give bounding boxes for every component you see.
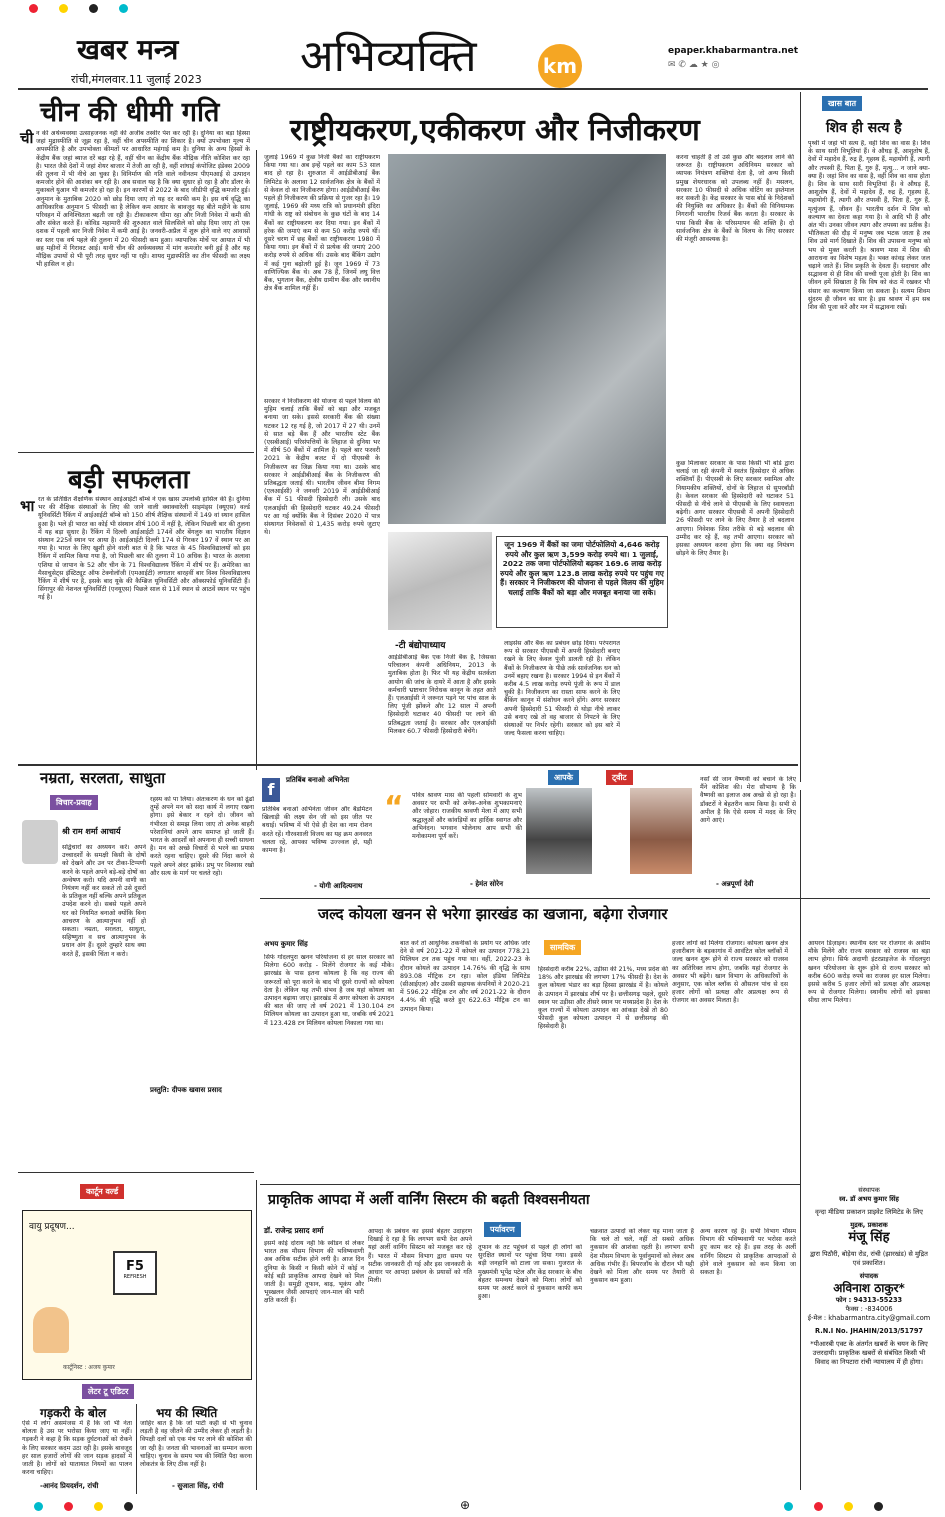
registration-mark	[874, 1502, 883, 1511]
registration-mark	[844, 1502, 853, 1511]
coal-tag: सामयिक	[544, 940, 581, 955]
registration-mark	[784, 1502, 793, 1511]
annapurna-photo	[630, 788, 692, 874]
bank-photo	[388, 154, 666, 524]
quote-icon: “	[384, 790, 404, 825]
registration-mark	[94, 1502, 103, 1511]
registration-mark	[89, 4, 98, 13]
imprint	[806, 1186, 932, 1490]
pen-image	[388, 532, 492, 630]
letter1-sign: -आनंद प्रियदर्शन, रांची	[40, 1482, 99, 1490]
tweet-right-sign: - अन्नपूर्णा देवी	[716, 880, 754, 888]
lead-headline: राष्ट्रीयकरण,एकीकरण और निजीकरण	[290, 113, 700, 148]
disaster-col1: इसमें कोई दोराय नहीं कि स्वीडन से लेकर भारत तक मौसम विभाग की भविष्यवाणी अब अधिक सटीक होने लगी है। आज दिन दुनिया के किसी न किसी कोने में कोई न कोई बड़ी प्राकृतिक आपदा देखने को मिल जाती है। समुद्री तूफान, बाढ़, भूकंप और भूस्खलन जैसी आपदाएं जान-माल की भारी क्षति करती हैं।	[264, 1240, 364, 1305]
imprint-printer: मंजू सिंह	[848, 1230, 890, 1245]
column-rule	[256, 150, 257, 770]
lead-col5: करना चाहती है तो उसे कुछ और बदलाव लाने की जरूरत है। राष्ट्रीयकरण अधिनियम सरकार को व्यापक नियंत्रण शक्तियां देता है, जो अन्य किसी प्रमुख शेयरधारक को उपलब्ध नहीं हैं। मसलन, सरकार 10 फीसदी से अधिक वोटिंग का इस्तेमाल कर सकती है। केंद्र सरकार के पास बोर्ड के निदेशकों की नियुक्ति का अधिकार है। बैंकों की विनियामक निगरानी भारतीय रिजर्व बैंक करता है। सरकार के पास किसी बैंक के परिसमापन की शक्ति है। दो सार्वजनिक क्षेत्र के बैंकों के विलय के लिए सरकार की मंजूरी आवश्यक है।	[676, 154, 794, 244]
disaster-col3: तूफान के तट पहुंचने से पहले ही लोगों को सुरक्षित स्थानों पर पहुंचा दिया गया। इससे बड़ी जनहानि को टाला जा सका। गुजरात के मुख्यमंत्री भूपेंद्र पटेल और केंद्र सरकार के बीच बेहतर समन्वय देखने को मिला। लोगों को समय पर अलर्ट करने से नुकसान काफी कम हुआ।	[478, 1244, 582, 1301]
coal-col2: बात करें तो आधुनिक तकनीकों के प्रयोग पर अधिक जोर देने से वर्ष 2021-22 में कोयले का उत्पादन 778.21 मिलियन टन तक पहुंच गया था। वहीं, 2022-23 के दौरान कोयले का उत्पादन 14.76% की वृद्धि के साथ 893.08 मीट्रिक टन रहा। कोल इंडिया लिमिटेड (सीआईएल) और उसकी सहायक कंपनियों ने 2020-21 में 596.22 मीट्रिक टन और वर्ष 2021-22 के दौरान 4.4% की वृद्धि करते हुए 622.63 मीट्रिक टन का उत्पादन किया।	[400, 940, 530, 1013]
letters-tag: लेटर टू एडिटर	[82, 1384, 134, 1399]
disaster-byline: डॉ. राजेन्द्र प्रसाद शर्मा	[264, 1226, 324, 1235]
section-title: अभिव्यक्ति	[300, 31, 477, 82]
column-rule	[256, 1180, 257, 1490]
lead-col4: लाइसेंस और बैंक का प्रबंधन छोड़ दिया। परंपरागत रूप से सरकार पीएसबी में अपनी हिस्सेदारी बनाए रखने के लिए केवल पूंजी डालती रही है। लेकिन बैंकों के निजीकरण के पीछे तर्क सार्वजनिक धन को उनमें बहाए रखना है। सरकार 1994 से इन बैंकों में करीब 4.5 लाख करोड़ रुपये पूंजी के रूप में डाल चुकी है। निजीकरण का रास्ता साफ करने के लिए बैंकिंग कानून में संशोधन करने होंगे। अगर सरकार अपनी हिस्सेदारी 51 फीसदी से थोड़ा नीचे लाकर उसे बनाए रखे तो वह बाजार से निपटने के लिए संस्थाओं पर निर्भर रहेगी। सरकार को इस बारे में जल्द फैसला करना चाहिए।	[504, 640, 620, 738]
edit1-dropcap: ची	[20, 129, 34, 147]
pullquote: जून 1969 में बैंकों का जमा पोर्टफोलियो 4,646 करोड़ रुपये और कुल ऋण 3,599 करोड़ रुपये था। 1 जुलाई, 2022 तक जमा पोर्टफोलियो बढ़कर 169.6 लाख करोड़ रुपये और कुल ऋण 123.8 लाख करोड़ रुपये पर पहुंच गए हैं। सरकार ने निजीकरण की योजना से पहले विलय की मुहिम चलाई ताकि बैंकों को बड़ा और मजबूत बनाया जा सके।	[500, 540, 664, 597]
edit2-headline: बड़ी सफलता	[68, 465, 190, 495]
imprint-note: *पीआरबी एक्ट के अंतर्गत खबरों के चयन के लिए उत्तरदायी। प्राकृतिक खबरों से संबंधित किसी भी विवाद का निपटारा रांची न्यायालय में ही होगा।	[810, 1340, 928, 1366]
tweet-tag-right: ट्वीट	[606, 770, 633, 785]
registration-mark	[64, 1502, 73, 1511]
cartoon-panel	[22, 1210, 252, 1380]
key-label: F5	[126, 1259, 144, 1274]
cartoon-figure	[33, 1307, 69, 1353]
tweet-right-text: नर्सों सी जान वैष्णवी को बचाने के लिए मैंने कोशिश की। मेरा सौभाग्य है कि वैष्णवी का इलाज अब अच्छे से हो रहा है। डॉक्टरों ने बेहतरीन काम किया है। सभी से अपील है कि ऐसे समय में मदद के लिए आगे आएं।	[700, 776, 796, 825]
hemant-photo	[526, 788, 592, 874]
pullquote-box	[496, 536, 668, 628]
imprint-rni: R.N.I No. JHAHIN/2013/51797	[815, 1327, 923, 1335]
registration-mark	[29, 4, 38, 13]
shiv-tag: खास बात	[822, 96, 862, 111]
social-icons: ✉ ✆ ☁ ★ ◎	[668, 60, 720, 70]
coal-col4: हजार लोगों को मिलेगा रोजगार। कोयला खनन क्षेत्र हजारीबाग के बड़कागांव में आवंटित कोल ब्लॉकों में जल्द खनन शुरू होने से राज्य सरकार को राजस्व का अतिरिक्त लाभ होगा, जबकि यहां रोजगार के अवसर भी बढ़ेंगे। खान विभाग के अधिकारियों के अनुसार, एक कोल ब्लॉक से औसतन पांच से दस हजार लोगों को प्रत्यक्ष और अप्रत्यक्ष रूप से रोजगार का अवसर मिलता है।	[672, 940, 788, 1005]
namrata-col2: रहस्य को पा लिया। अंतःकरण के धन को ढूंढो तुम्हें अपने मन को सदा कार्य में लगाए रखना होगा। इसे बेकार न रहने दो। जीवन को गंभीरता से समझ लिया जाए तो अनेक बाहरी परेशानियां अपने आप समाप्त हो जाती हैं। भारत के आदर्शों को अपनाना ही सच्ची साधना है। मन को अच्छे विचारों से भरने का प्रयास करते रहना चाहिए। दूसरे की निंदा करने से पहले अपने अंदर झांकें। प्रभु पर विश्वास रखो और सत्य के मार्ग पर चलते रहो।	[150, 796, 254, 877]
letter2-sign: - सुजाता सिंह, रांची	[172, 1482, 224, 1490]
letter1-body: ऐसे में लोग असमंजस में हैं कि जो भी नेता बोलता है उस पर भरोसा किया जाए या नहीं। गड़करी ने कहा है कि सड़क दुर्घटनाओं को रोकने के लिए सरकार कदम उठा रही है। इसके बावजूद हर साल हजारों लोगों की जान सड़क हादसों में जाती है। लोगों को यातायात नियमों का पालन करना चाहिए।	[22, 1420, 132, 1477]
imprint-founder-label: संस्थापक	[858, 1186, 880, 1194]
shiv-body: पृथ्वी में जहां भी सत्य है, वहीं शिव का वास है। शिव के साथ सारी विभूतियां हैं। वे औघड़ हैं, आशुतोष हैं, देवों में महादेव हैं, रुद्र हैं, गृहस्थ हैं, महायोगी हैं, त्यागी और तपस्वी हैं, पिता हैं, गुरु हैं, मृत्यु... न जाने क्या-क्या हैं। जहां शिव का वास है, वहीं शिव का वास होता है। शिव के साथ सारी विभूतियां हैं। वे औघड़ हैं, आशुतोष हैं, देवों में महादेव हैं, रुद्र हैं, गृहस्थ हैं, महायोगी हैं, त्यागी और तपस्वी हैं, पिता हैं, गुरु हैं, मृत्युंजय हैं, जीवन हैं। भारतीय दर्शन में शिव को कल्याण का देवता कहा गया है। वे आदि भी हैं और अंत भी। उनका जीवन त्याग और तपस्या का प्रतीक है। भौतिकता की दौड़ में मनुष्य जब भटक जाता है तब शिव उसे मार्ग दिखाते हैं। शिव की उपासना मनुष्य को भय से मुक्त करती है। श्रावण मास में शिव की आराधना का विशेष महत्व है। भक्त कांवड़ लेकर जल चढ़ाने जाते हैं। शिव प्रकृति के देवता हैं। सदाचार और सद्भावना से ही शिव की सच्ची पूजा होती है। शिव का जीवन हमें सिखाता है कि विष को कंठ में रखकर भी संसार का कल्याण किया जा सकता है। सत्यम शिवम सुंदरम ही जीवन का सार है। इस श्रावण में हम सब शिव की पूजा करें और मन में सद्भावना रखें।	[808, 140, 930, 312]
coal-col5: आयरन डिज़ाइन। स्थानीय स्तर पर रोजगार के असीम मौके मिलेंगे और राज्य सरकार को राजस्व का बड़ा लाभ होगा। सिर्फ अदाणी इंटरप्राइजेज के गोंदलपुरा खनन परियोजना के शुरू होने से राज्य सरकार को करीब 600 करोड़ रुपये का राजस्व हर साल मिलेगा। इससे करीब 5 हजार लोगों को प्रत्यक्ष और अप्रत्यक्ष रूप से रोजगार मिलेगा। स्थानीय लोगों को इसका सीधा लाभ मिलेगा।	[808, 940, 930, 1005]
imprint-phone: फोन : 94313-55233	[835, 1296, 903, 1304]
imprint-printer-label: मुद्रक, प्रकाशक	[850, 1221, 888, 1229]
coal-col3: हिस्सेदारी करीब 22%, उड़ीसा की 21%, मध्य प्रदेश की 18% और झारखंड की लगभग 17% फीसदी है। देश के कुल कोयला भंडार का बड़ा हिस्सा झारखंड में है। कोयले के उत्पादन में झारखंड शीर्ष पर है। छत्तीसगढ़ पहले, दूसरे स्थान पर उड़ीसा और तीसरे स्थान पर मध्यप्रदेश है। देश के कुल राज्यों में कोयला उत्पादन का आंकड़ा देखें तो 80 फीसदी कुल कोयला उत्पादन में से छत्तीसगढ़ की हिस्सेदारी है।	[538, 966, 668, 1031]
brand-logo	[538, 44, 582, 88]
lead-col3: आईडीबीआई बैंक एक निजी बैंक है, जिसका परिचालन कंपनी अधिनियम, 2013 के मुताबिक होता है। फिर भी यह केंद्रीय सतर्कता आयोग की जांच के दायरे में आता है और इसके कर्मचारी भ्रष्टाचार निरोधक कानून के तहत आते हैं। एलआईसी ने जरूरत पड़ने पर पांच साल के लिए पूंजी झोंकने और 12 साल में अपनी हिस्सेदारी घटाकर 40 फीसदी पर लाने की प्रतिबद्धता जताई है। सरकार और एलआईसी मिलकर 60.7 फीसदी हिस्सेदारी बेचेंगे।	[388, 654, 496, 735]
cartoon-bubble: वायु प्रदूषण...	[29, 1222, 75, 1232]
author-photo	[22, 820, 58, 864]
column-rule	[18, 452, 254, 453]
disaster-tag: पर्यावरण	[484, 1222, 521, 1237]
shiv-headline: शिव ही सत्य है	[826, 120, 902, 136]
namrata-col1: सद्विचारों का अध्ययन करें। अपने उच्चादर्शों के समक्षी किसी के दोषों को देखने और उन पर टीका-टिप्पणी करने के पहले अपने बड़े-बड़े दोषों का अन्वेषण करो। यदि अपनी वाणी का नियंत्रण नहीं कर सकते तो उसे दूसरों के प्रतिकूल नहीं बल्कि अपने प्रतिकूल उपदेश करने दो। सबसे पहले अपने घर को नियमित बनाओ क्योंकि बिना आचरण के आत्मानुभव नहीं हो सकता। नम्रता, सरलता, साधुता, सहिष्णुता व सच आत्मानुभव के प्रधान अंग हैं। दूसरे तुम्हारे साथ क्या करते हैं, इसकी चिंता न करो।	[62, 844, 146, 958]
tweet-left-sign: - हेमंत सोरेन	[470, 880, 503, 888]
lead-col1: जुलाई 1969 में कुछ निजी बैंकों का राष्ट्रीयकरण किया गया था। अब इन्हें पहले का काम 53 साल बाद हो रहा है। शुरुआत में आईडीबीआई बैंक लिमिटेड के अलावा 12 सार्वजनिक क्षेत्र के बैंकों में से केवल दो का निजीकरण होगा। आईडीबीआई बैंक पहले ही निजीकरण की प्रक्रिया से गुजर रहा है। 19 जुलाई, 1969 की मध्य रात्रि को प्रधानमंत्री इंदिरा गांधी के राष्ट्र को संबोधन के कुछ घंटों के बाद 14 बैंकों का राष्ट्रीयकरण कर दिया गया। इन बैंकों में हरेक की जमाएं कम से कम 50 करोड़ रुपये थीं। दूसरे चरण में छह बैंकों का राष्ट्रीयकरण 1980 में किया गया। इन बैंकों में से प्रत्येक की जमाएं 200 करोड़ रुपये से अधिक थीं। उसके बाद बैंकिंग उद्योग में कई गुना बढ़ोतरी हुई है। जून 1969 में 73 वाणिज्यिक बैंक थे। अब 78 हैं, जिनमें लघु वित्त बैंक, भुगतान बैंक, क्षेत्रीय ग्रामीण बैंक और स्थानीय क्षेत्र बैंक शामिल नहीं हैं।	[264, 154, 380, 293]
column-rule	[800, 790, 801, 1490]
edit1-body: न की अर्थव्यवस्था उत्साहजनक नहीं की अजीब तस्वीर पेश कर रही है। दुनिया का बड़ा हिस्सा जहां मुद्रास्फीति से जूझ रहा है, वहीं चीन अपस्फीति का शिकार है। क्यों उपभोक्ता मूल्य में अपस्फीति है और उपभोक्ता कीमतों पर आधारित महंगाई कम है। दुनिया के अन्य हिस्सों के केंद्रीय बैंक जहां ब्याज दरें बढ़ा रहे हैं, वहीं चीन का केंद्रीय बैंक मौद्रिक नीति कोशिश कर रहा है। भारत जैसे देशों में जहां शेयर बाजार में तेजी आ रही है, वहीं शांघाई कंपोजिट इंडेक्स 2009 की तुलना में भी नीचे आ चुका है। विनिर्माण की गति वाले नवीनतम पीएमआई से उत्पादन कमजोर होने की आशंका बन रही है। अब सवाल यह है कि क्या सुधार हो रहा है और डॉलर के मुकाबले युआन भी कमजोर हो रहा है। इन कारणों से 2022 के बाद जीडीपी वृद्धि कमजोर हुई। अनुमान के मुताबिक 2020 को छोड़ दिया जाए तो यह दर काफी कम है। इस वर्ष वृद्धि का आधिकारिक अनुमान 5 फीसदी का है लेकिन कम आधार के बावजूद यह बीते महीने के साथ परिवहन में अनिश्चितता बढ़ती जा रही है। टीकाकरण धीमा रहा और निजी निवेश में कमी की और संकेत करते हैं। कोविड महामारी की शुरुआत वाले सिलसिले को छोड़ दिया जाए तो एक दशक में पहली बार निजी निवेश में कमी आई है। जनवरी-अप्रैल में शुरू होने वाले नए आवासों का स्तर एक वर्ष पहले की तुलना में 20 फीसदी कम हुआ। व्यापारिक मोर्चे पर आयात में भी छह महीनों में गिरावट आई। यानी चीन की अर्थव्यवस्था में मांग कमजोर बनी हुई है और यह मौद्रिक उपायों से भी पूरी तरह सुधर नहीं पा रही। शायद मुद्रास्फीति का तीन फीसदी का लक्ष्य भी हासिल न हो।	[36, 130, 250, 269]
coal-col1: सिर्फ गोंदलपुरा खनन परियोजना से हर साल सरकार को मिलेगा 600 करोड़ - मिलेंगे रोजगार के कई मौके। झारखंड के पास इतना कोयला है कि वह राज्य की जरूरतों को पूरा करने के बाद भी दूसरे राज्यों को कोयला देता है। लेकिन यह तभी संभव है जब यहां कोयला का उत्पादन बढ़ाया जाए। झारखंड में अगर कोयला के उत्पादन की बात की जाए तो वर्ष 2021 में 130.104 टन मिलियन कोयला का उत्पादन हुआ था, जबकि वर्ष 2021 में 123.428 टन मिलियन कोयला निकाला गया था।	[264, 954, 394, 1027]
registration-mark	[59, 4, 68, 13]
edit2-body: रत के प्रतिष्ठित शैक्षणिक संस्थान आईआईटी बॉम्बे ने एक खास उपलब्धि हासिल की है। दुनिया भर की शैक्षिक संस्थाओं के लिए की जाने वाली क्वाक्वारेली साइमंड्स (क्यूएस) वर्ल्ड यूनिवर्सिटी रैंकिंग में आईआईटी बॉम्बे को 150 शीर्ष शैक्षिक संस्थानों में 149 वां स्थान हासिल हुआ है। भले ही भारत का कोई भी संस्थान शीर्ष 100 में नहीं है, लेकिन पिछली बार की तुलना में यह बड़ा सुधार है। रैंकिंग में दिल्ली आईआईटी 174वें और बेंगलुरु का भारतीय विज्ञान संस्थान 225वें स्थान पर आया है। आईआईटी दिल्ली 174 से गिरकर 197 वें स्थान पर आ गया है। भारत के लिए खुशी होने वाली बात ये है कि भारत के 45 विश्वविद्यालयों को इस रैंकिंग में शामिल किया गया है, जो पिछली बार की तुलना में 10 अधिक है। भारत के अलावा एशिया से जापान के 52 और चीन के 71 विश्वविद्यालय रैंकिंग में शीर्ष पर हैं। अमेरिका का मैसाचुसेट्स इंस्टिट्यूट ऑफ टेक्नोलॉजी (एमआईटी) लगातार बारहवीं बार विश्व विश्वविद्यालय रैंकिंग में शीर्ष पर है, इसके बाद यूके की कैम्ब्रिज यूनिवर्सिटी और ऑक्सफोर्ड यूनिवर्सिटी हैं। सिंगापुर की नेशनल यूनिवर्सिटी (एनयूएस) पिछले साल से 11वें स्थान से आठवें स्थान पर पहुंच गई है।	[38, 496, 250, 602]
disaster-headline: प्राकृतिक आपदा में अर्ली वार्निंग सिस्टम की बढ़ती विश्वसनीयता	[268, 1192, 590, 1208]
fb-heading: प्रतिबिंब बनाओ अभिनेता	[286, 776, 350, 784]
namrata-author: श्री राम शर्मा आचार्य	[62, 827, 121, 836]
facebook-icon: f	[262, 778, 280, 802]
tweet-tag-left: आपके	[548, 770, 579, 785]
section-rule	[260, 898, 930, 899]
vichar-tag: विचार-प्रवाह	[50, 795, 98, 810]
logo-letters: km	[542, 54, 578, 78]
letter2-headline: भय की स्थिति	[156, 1406, 218, 1420]
coal-byline: अभय कुमार सिंह	[264, 940, 308, 948]
section-rule	[18, 764, 798, 766]
masthead-rule	[18, 88, 928, 90]
paper-name: खबर मन्त्र	[77, 33, 179, 66]
letter1-headline: गड़करी के बोल	[40, 1406, 107, 1420]
lead-byline: -टी बंद्योपाध्याय	[395, 641, 446, 651]
crosshair-icon: ⊕	[460, 1498, 471, 1512]
column-rule	[136, 1404, 137, 1494]
fb-sign: - योगी आदित्यनाथ	[314, 882, 363, 890]
imprint-editor: अविनाश ठाकुर*	[833, 1281, 905, 1295]
imprint-publisher-line: वृन्दा मीडिया प्रकाशन प्राइवेट लिमिटेड के लिए	[815, 1208, 923, 1216]
registration-mark	[119, 4, 128, 13]
namrata-headline: नम्रता, सरलता, साधुता	[40, 769, 166, 787]
imprint-fax: फैक्स : -834006	[845, 1305, 893, 1313]
section-rule	[18, 1172, 254, 1173]
letter2-body: जाहिर बात है कि जो पार्टी कहीं से भी चुनाव लड़ती है वह जीतने की उम्मीद लेकर ही लड़ती है। विपक्षी दलों को एक मंच पर लाने की कोशिश की जा रही है। जनता की भावनाओं का सम्मान करना चाहिए। चुनाव के समय भय की स्थिति पैदा करना लोकतंत्र के लिए ठीक नहीं है।	[140, 1420, 252, 1469]
imprint-address: द्वारा पिठौरी, बोड़ेया रोड, रांची (झारखंड) से मुद्रित एवं प्रकाशित।	[810, 1250, 928, 1267]
disaster-col5: अन्य कारण रहे हैं। सभी विभाग मौसम विभाग की भविष्यवाणी पर भरोसा करते हुए काम कर रहे हैं। इस तरह के अर्ली वार्निंग सिस्टम से प्राकृतिक आपदाओं से होने वाले नुकसान को कम किया जा सकता है।	[700, 1228, 796, 1277]
imprint-editor-label: संपादक	[859, 1272, 879, 1280]
footer-marks	[0, 1500, 945, 1514]
coal-headline: जल्द कोयला खनन से भरेगा झारखंड का खजाना, बढ़ेगा रोजगार	[318, 905, 668, 923]
disaster-col2: आपदा के प्रबंधन का इससे बेहतर उदाहरण दिखाई दे रहा है कि लगभग सभी देश अपने यहां अर्ली वार्निंग सिस्टम को मजबूत कर रहे हैं। भारत में मौसम विभाग द्वारा समय पर सटीक जानकारी दी गई और इस जानकारी के आधार पर आपदा प्रबंधन के प्रयासों को गति मिली।	[368, 1228, 472, 1285]
disaster-col4: चक्रवात उत्पादों को लेकर यह माना जाता है कि चले तो चले, नहीं तो सबसे अधिक नुकसान की आशंका रहती है। लगभग सभी देश मौसम विभाग के पूर्वानुमानों को लेकर अब अधिक गंभीर हैं। बिपरजॉय के दौरान भी यही देखने को मिला और समय पर तैयारी से नुकसान कम हुआ।	[590, 1228, 694, 1285]
column-rule	[800, 92, 801, 782]
lead-col6: कुछ मिलाकर सरकार के पास किसी भी बोर्ड द्वारा चलाई जा रही कंपनी में स्वतंत्र हिस्सेदार से अधिक शक्तियाँ हैं। पीएसबी के लिए सरकार स्वामित्व और नियामकीय शक्तियों, दोनों के लिहाज से सुपरबॉडी है। केवल सरकार की हिस्सेदारी को घटाकर 51 फीसदी से नीचे लाने से पीएसबी के लिए स्वायत्तता बढ़ेगी। अगर सरकार पीएसबी में अपनी हिस्सेदारी 26 फीसदी पर लाने के लिए तैयार है तो बदलाव आएगा। निवेशक जिस तरीके से बड़े बदलाव की उम्मीद कर रहे हैं, वह तभी आएगा। सरकार को इसका अध्ययन करना होगा कि क्या वह नियंत्रण छोड़ने के लिए तैयार है।	[676, 460, 794, 558]
dateline: रांची,मंगलवार.11 जुलाई 2023	[71, 73, 202, 86]
cartoon-tag: कार्टून वर्ल्ड	[80, 1184, 124, 1199]
registration-mark	[34, 1502, 43, 1511]
lead-col2: सरकार ने निजीकरण की योजना से पहले विलय की मुहिम चलाई ताकि बैंकों को बड़ा और मजबूत बनाया जा सके। इससे सरकारी बैंक की संख्या घटकर 12 रह गई है, जो 2017 में 27 थी। उनमें से सात बड़े बैंक हैं और भारतीय स्टेट बैंक (एसबीआई) परिसंपत्तियों के लिहाज से दुनिया भर में शीर्ष 50 बैंकों में शामिल है। पहले बार फरवरी 2021 के केंद्रीय बजट में दो पीएसबी के निजीकरण का जिक्र किया गया था। उसके बाद सरकार ने आईडीबीआई बैंक के निजीकरण की प्रतिबद्धता जताई थी। भारतीय जीवन बीमा निगम (एलआईसी) ने जनवरी 2019 में आईडीबीआई बैंक में 51 फीसदी हिस्सेदारी ली। उसके बाद एलआईसी की हिस्सेदारी घटकर 49.24 फीसदी पर आ गई क्योंकि बैंक ने दिसंबर 2020 में पात्र संस्थागत निवेशकों से 1,435 करोड़ रुपये जुटाए थे।	[264, 398, 380, 537]
imprint-founder: स्व. डॉ अभय कुमार सिंह	[839, 1195, 899, 1203]
cartoon-credit: कार्टूनिस्ट : अजय कुमार	[63, 1364, 115, 1371]
registration-mark	[814, 1502, 823, 1511]
key-sub: REFRESH	[123, 1274, 147, 1280]
namrata-source: प्रस्तुति: दीपक खवास प्रसाद	[150, 1086, 222, 1094]
edit1-headline: चीन की धीमी गति	[40, 97, 220, 128]
edit2-dropcap: भा	[20, 497, 35, 515]
fb-body: प्रतिबिंब बनाओ अभिनेता जीवन और बैडमिंटन खिलाड़ी की लक्ष्य सेन जी को इस जीत पर बधाई। भविष्य में भी ऐसे ही देश का नाम रोशन करते रहें। गौरवशाली विजय का यह क्रम अनवरत चलता रहे, आपका भविष्य उज्ज्वल हो, यही कामना है।	[262, 806, 372, 855]
section-rule	[260, 1184, 800, 1185]
cartoon-key	[113, 1251, 157, 1295]
imprint-email[interactable]: ई-मेल : khabarmantra.city@gmail.com	[807, 1314, 931, 1322]
site-url[interactable]: epaper.khabarmantra.net	[668, 46, 799, 56]
tweet-left-text: पवित्र श्रावण मास की पहली सोमवारी के शुभ अवसर पर सभी को अनेक-अनेक शुभकामनाएं और जोहार। राजकीय श्रावणी मेला में आए सभी श्रद्धालुओं और कांवड़ियों का हार्दिक स्वागत और अभिनंदन। भगवान भोलेनाथ आप सभी की मनोकामना पूर्ण करें।	[412, 792, 522, 841]
registration-mark	[124, 1502, 133, 1511]
